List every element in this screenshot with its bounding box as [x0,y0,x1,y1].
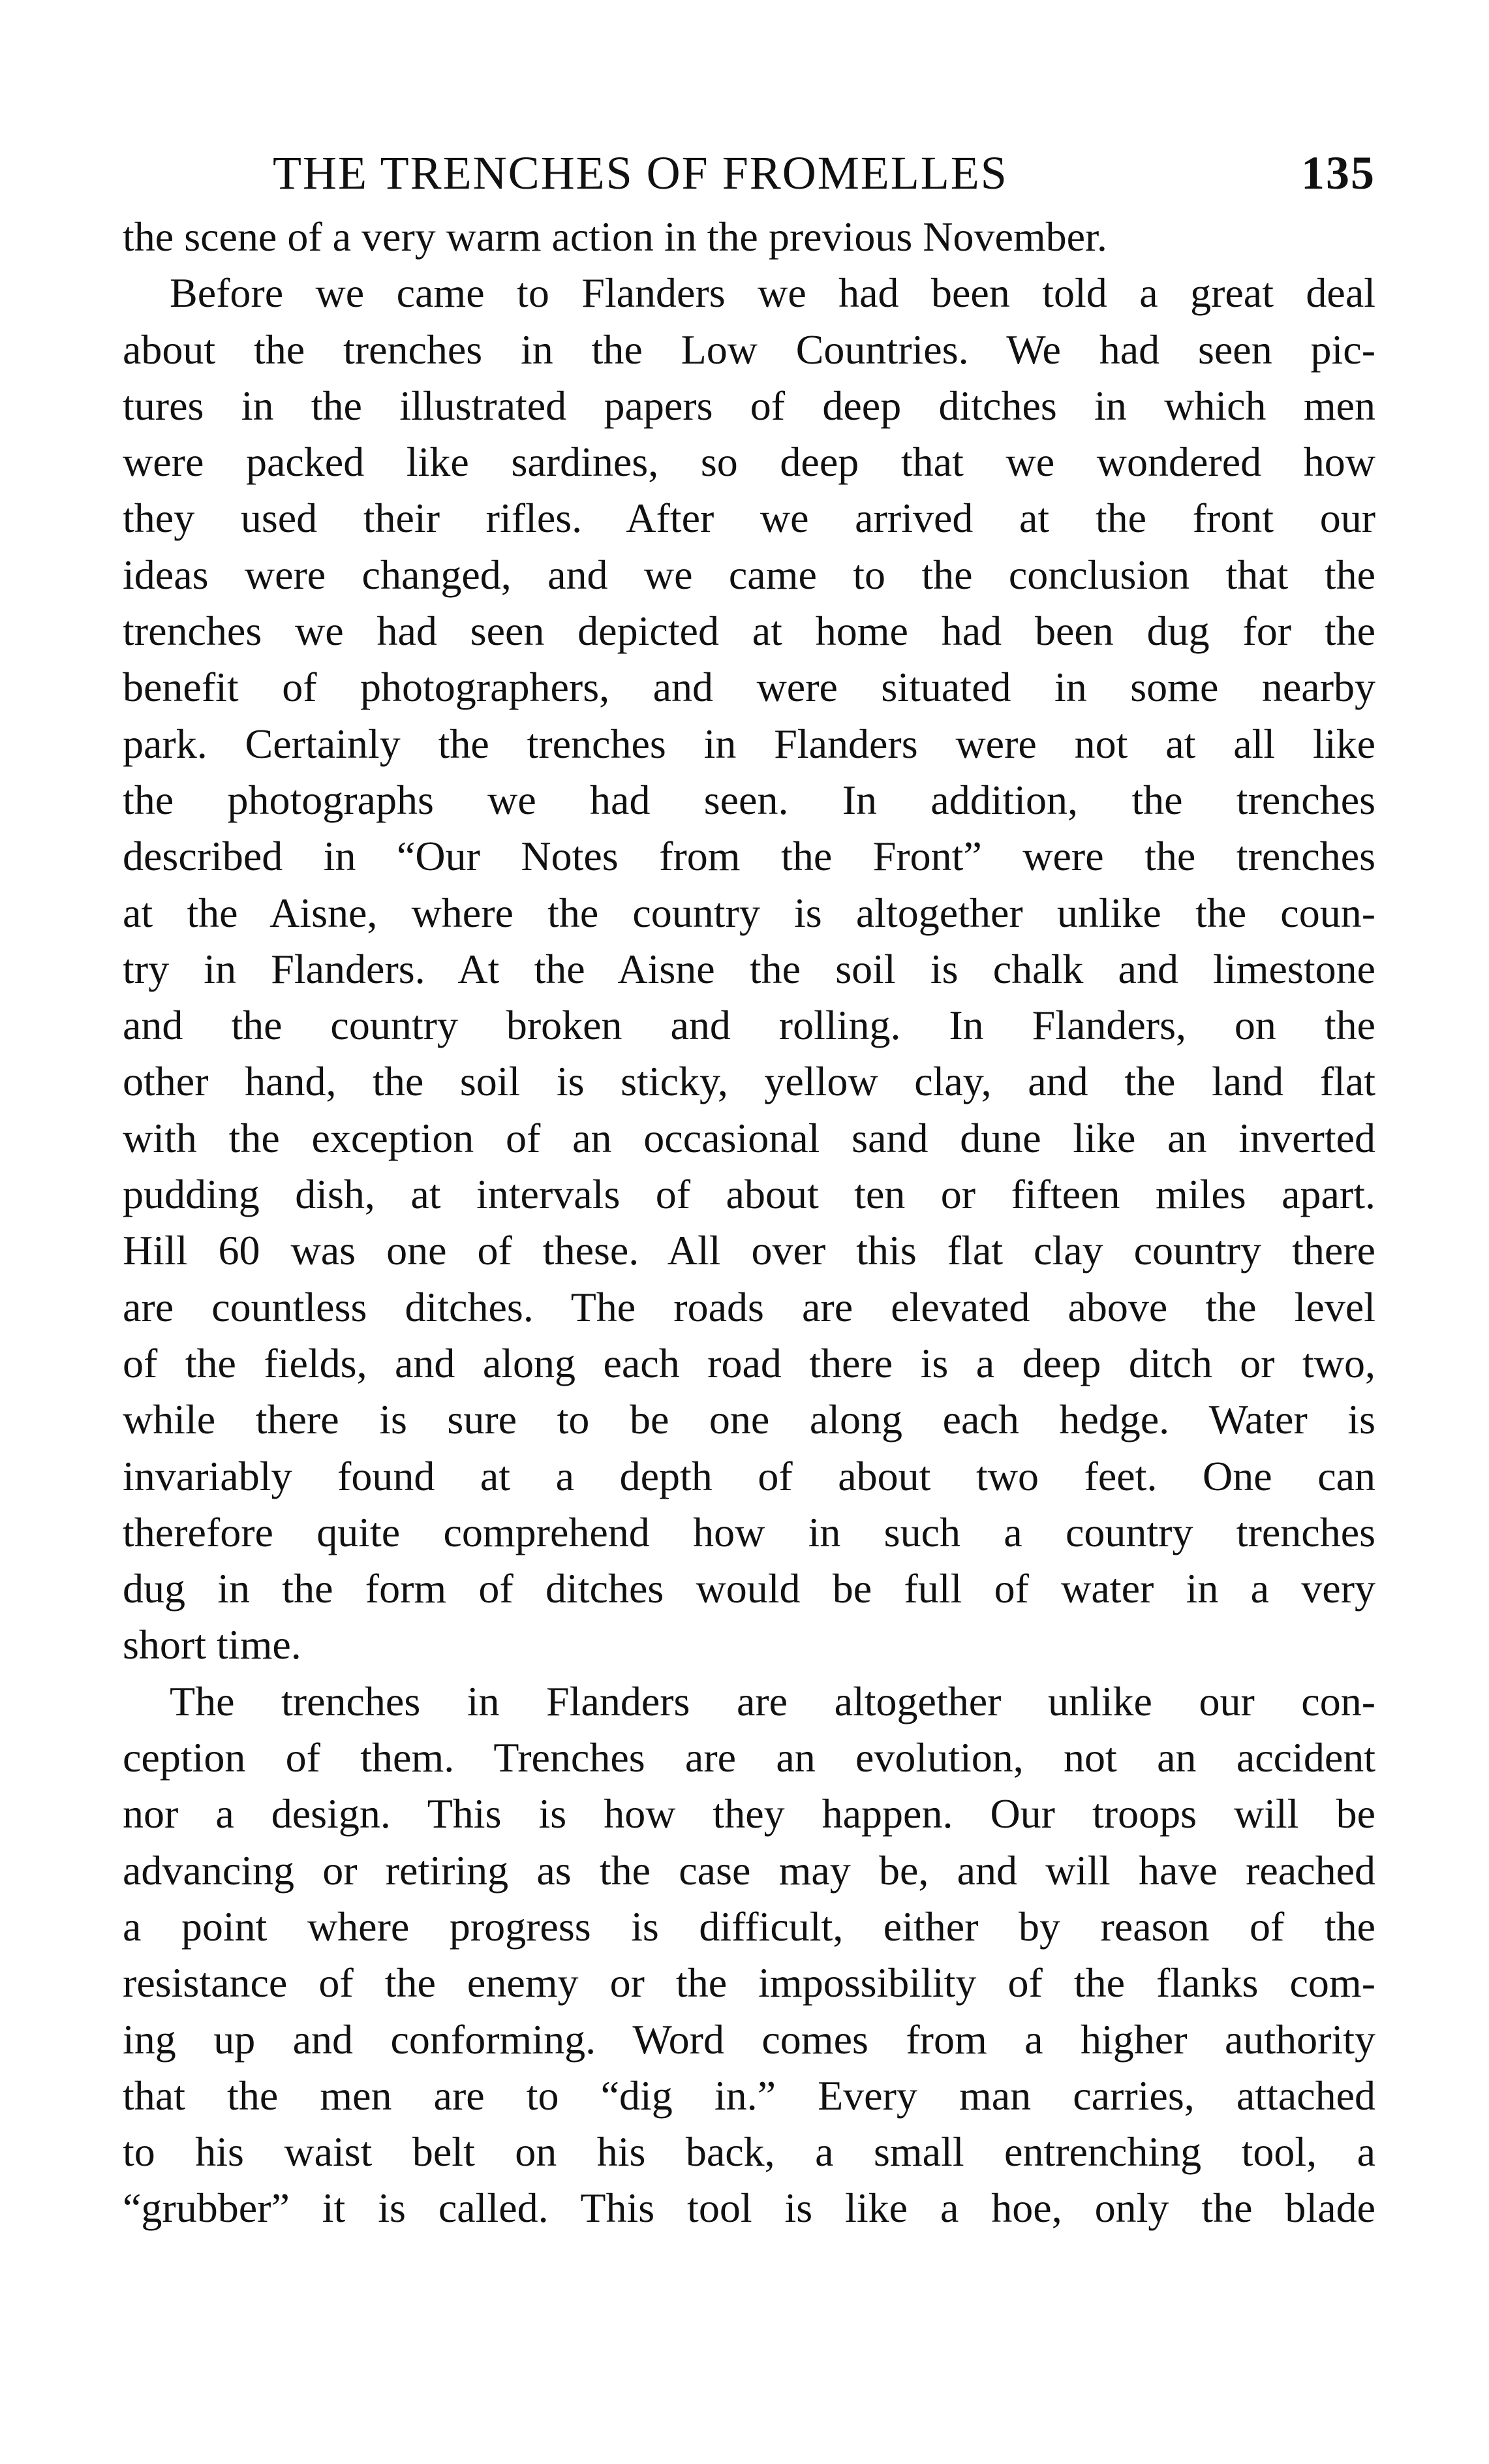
text-line: the scene of a very warm action in the previous November. [123,213,1107,260]
text-line: to his waist belt on his back, a small entrenching tool, a [123,2129,1375,2175]
text-line: dug in the form of ditches would be full of water in a very [123,1565,1375,1612]
text-line: of the fields, and along each road there is a deep ditch or two, [123,1339,1375,1386]
body-text [123,209,1375,2237]
text-line: tures in the illustrated papers of deep ditches in which men [123,382,1375,429]
text-line: while there is sure to be one along each hedge. Water is [123,1396,1375,1443]
text-line: pudding dish, at intervals of about ten or fifteen miles apart. [123,1171,1375,1218]
running-head [123,137,1375,209]
text-line: invariably found at a depth of about two feet. One can [123,1452,1375,1499]
text-line: therefore quite comprehend how in such a country trenches [123,1508,1375,1555]
text-line: the photographs we had seen. In addition, the trenches [123,776,1375,823]
text-line: that the men are to “dig in.” Every man carries, attached [123,2072,1375,2119]
text-line: are countless ditches. The roads are elevated above the level [123,1283,1375,1330]
text-line: ception of them. Trenches are an evolution, not an accident [123,1734,1375,1781]
text-line: try in Flanders. At the Aisne the soil is chalk and limestone [123,945,1375,992]
text-line: benefit of photographers, and were situated in some nearby [123,664,1375,711]
text-line: with the exception of an occasional sand dune like an inverted [123,1114,1375,1161]
text-line: Hill 60 was one of these. All over this flat clay country there [123,1227,1375,1274]
text-line: they used their rifles. After we arrived at the front our [123,495,1375,542]
book-page [123,137,1375,2237]
text-line: short time. [123,1621,301,1668]
text-line: and the country broken and rolling. In Flanders, on the [123,1002,1375,1049]
text-line: about the trenches in the Low Countries. We had seen pic- [123,326,1375,373]
text-line: resistance of the enemy or the impossibility of the flanks com- [123,1959,1375,2006]
text-line: ideas were changed, and we came to the conclusion that the [123,551,1375,598]
chapter-title: THE TRENCHES OF FROMELLES [273,147,1008,199]
text-line: park. Certainly the trenches in Flanders were not at all like [123,720,1375,767]
text-line: trenches we had seen depicted at home had been dug for the [123,608,1375,655]
text-line: advancing or retiring as the case may be, and will have reached [123,1847,1375,1894]
text-line: at the Aisne, where the country is altogether unlike the coun- [123,889,1375,936]
text-line: Before we came to Flanders we had been told a great deal [170,270,1375,317]
text-line: nor a design. This is how they happen. Our troops will be [123,1790,1375,1837]
text-line: The trenches in Flanders are altogether unlike our con- [170,1677,1375,1724]
text-line: described in “Our Notes from the Front” were the trenches [123,833,1375,880]
text-line: ing up and conforming. Word comes from a higher authority [123,2016,1375,2063]
text-line: a point where progress is difficult, either by reason of the [123,1903,1375,1950]
text-line: “grubber” it is called. This tool is like a hoe, only the blade [123,2185,1375,2232]
text-line: other hand, the soil is sticky, yellow clay, and the land flat [123,1058,1375,1105]
text-line: were packed like sardines, so deep that we wondered how [123,439,1375,486]
page-number: 135 [1301,147,1375,199]
